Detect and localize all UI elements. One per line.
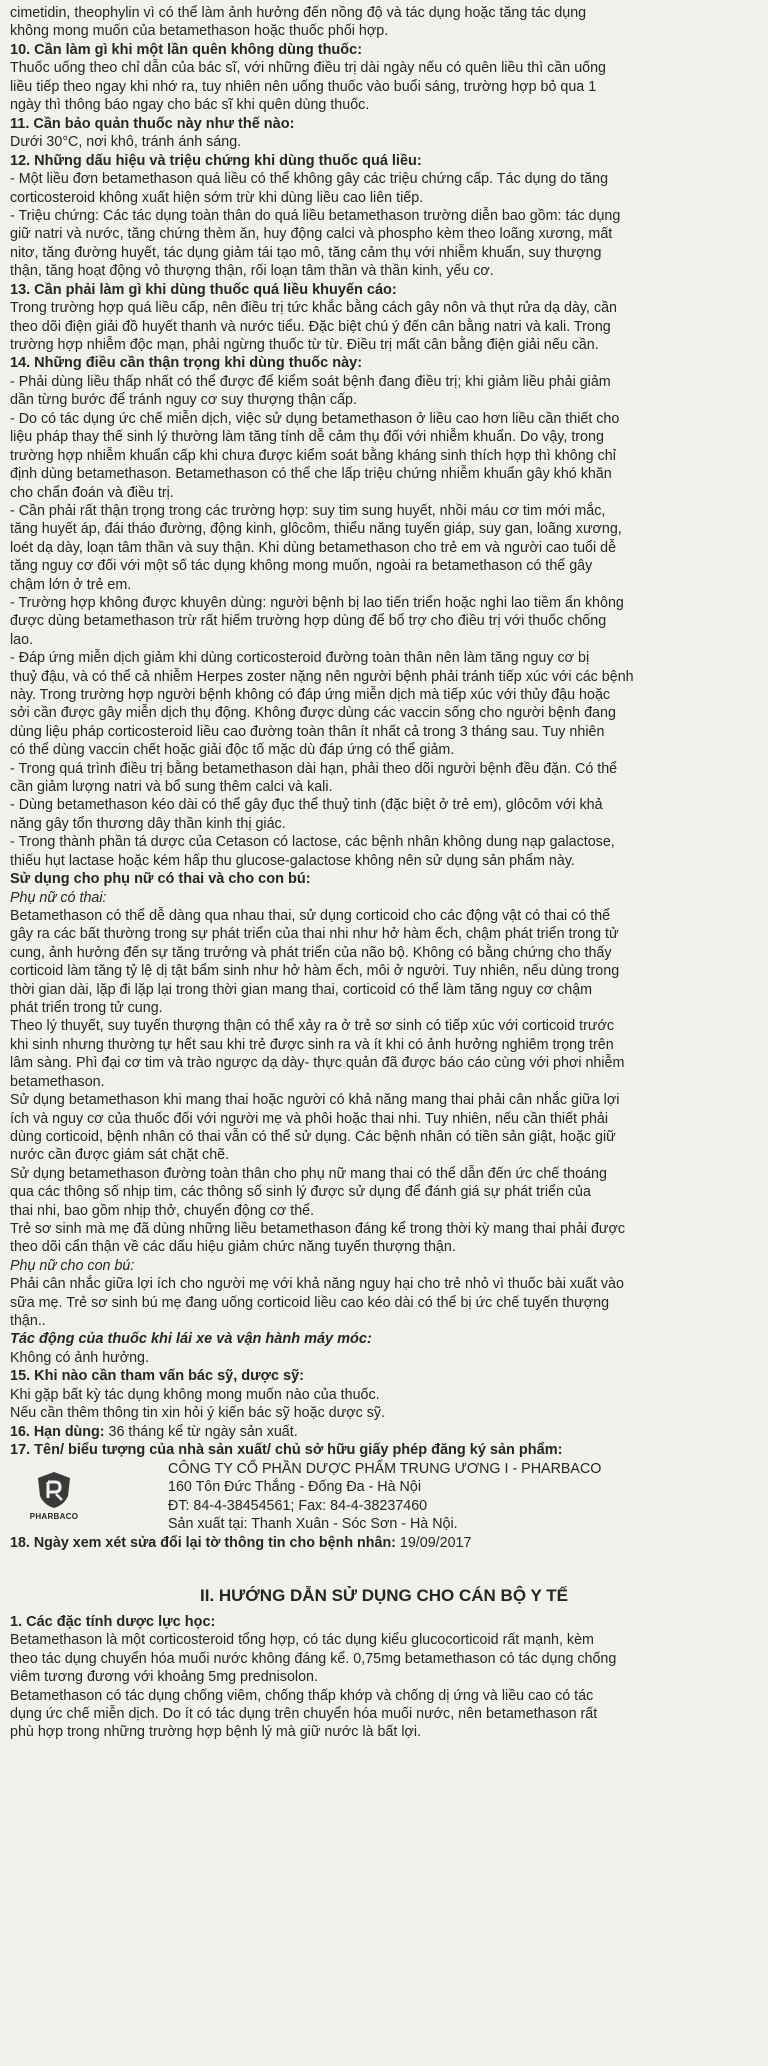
pregnancy-line: corticoid làm tăng tỷ lệ dị tật bẩm sinh như hở hàm ếch, môi ở người. Tuy nhiên, nếu dùng trong xyxy=(10,963,620,980)
precautions-line: lao. xyxy=(10,631,34,648)
precautions-line: thiếu hụt lactase hoặc kém hấp thu glucose-galactose không nên sử dụng sản phẩm này. xyxy=(10,852,575,869)
precautions-line: cần giảm lượng natri và bổ sung thêm calci và kali. xyxy=(10,779,333,795)
pregnancy-line: phát triển trong tử cung. xyxy=(10,1000,163,1017)
pregnancy-line: betamethason. xyxy=(10,1073,105,1090)
heading-manufacturer: 17. Tên/ biểu tượng của nhà sản xuất/ chủ sở hữu giấy phép đăng ký sản phẩm: xyxy=(10,1442,563,1459)
company-phone: ĐT: 84-4-38454561; Fax: 84-4-38237460 xyxy=(168,1497,428,1514)
pregnancy-line: theo dõi cẩn thận về các dấu hiệu giảm chức năng tuyến thượng thận. xyxy=(10,1239,456,1256)
consult-line: Khi gặp bất kỳ tác dụng không mong muốn nào của thuốc. xyxy=(10,1386,380,1403)
missed-dose-line: ngày thì thông báo ngay cho bác sĩ khi quên dùng thuốc. xyxy=(10,97,370,114)
precautions-line: tăng huyết áp, đái tháo đường, động kinh, glôcôm, thiểu năng tuyến giáp, suy gan, loãng xương, xyxy=(10,521,622,538)
pharbaco-shield-icon xyxy=(34,1470,74,1510)
revision-date xyxy=(10,1534,758,1552)
pregnancy-line: Theo lý thuyết, suy tuyến thượng thận có thể xảy ra ở trẻ sơ sinh có tiếp xúc với corticoid trước xyxy=(10,1018,615,1035)
pregnancy-line: dùng corticoid, bệnh nhân có thai vẫn có thể sử dụng. Các bệnh nhân có tiền sản giật, hoặc giữ xyxy=(10,1128,616,1145)
overdose-signs-line: nitơ, tăng đường huyết, tác dụng giảm tái tạo mô, tăng cảm thụ với nhiễm khuẩn, suy thượng xyxy=(10,244,602,261)
heading-pregnancy: Sử dụng cho phụ nữ có thai và cho con bú: xyxy=(10,871,311,888)
precautions-line: - Trường hợp không được khuyên dùng: người bệnh bị lao tiến triển hoặc nghi lao tiềm ẩn không xyxy=(10,594,624,611)
pregnancy-line: thời gian dài, lặp đi lặp lại trong thời gian mang thai, corticoid có thể làm tăng nguy cơ chậm xyxy=(10,981,593,998)
precautions-line: cho chẩn đoán và điều trị. xyxy=(10,484,174,501)
overdose-signs-line: corticosteroid không xuất hiện sớm trừ khi dùng liều cao liên tiếp. xyxy=(10,189,424,206)
pharmacodynamics-line: Betamethason có tác dụng chống viêm, chống thấp khớp và chống dị ứng và liều cao có tác xyxy=(10,1687,594,1704)
pharmacodynamics-line: Betamethason là một corticosteroid tổng hợp, có tác dụng kiểu glucocorticoid rất mạnh, kèm xyxy=(10,1632,594,1649)
precautions-line: có thể dùng vaccin chết hoặc giải độc tố mặc dù đáp ứng có thể giảm. xyxy=(10,742,455,759)
overdose-action-line: Trong trường hợp quá liều cấp, nên điều trị tức khắc bằng cách gây nôn và thụt rửa dạ dày, cần xyxy=(10,300,617,317)
precautions-line: thuỷ đậu, và có thể cả nhiễm Herpes zoster nặng nên người bệnh phải tránh tiếp xúc với các bệnh xyxy=(10,668,634,685)
precautions-line: tăng nguy cơ đối với một số tác dụng không mong muốn, ngoài ra betamethason có thể gây xyxy=(10,558,593,575)
pregnancy-line: nước cần được giám sát chặt chẽ. xyxy=(10,1147,230,1164)
storage-line: Dưới 30°C, nơi khô, tránh ánh sáng. xyxy=(10,134,242,151)
heading-storage: 11. Cần bảo quản thuốc này như thế nào: xyxy=(10,115,295,132)
precautions-line: - Đáp ứng miễn dịch giảm khi dùng corticosteroid đường toàn thân nên làm tăng nguy cơ bị xyxy=(10,650,590,667)
precautions-line: năng gây tổn thương dây thần kinh thị giác. xyxy=(10,815,286,832)
overdose-action-line: theo dõi điện giải đồ huyết thanh và nước tiểu. Đặc biệt chú ý đến cân bằng natri và kali. Trong xyxy=(10,318,611,335)
company-production-site: Sản xuất tại: Thanh Xuân - Sóc Sơn - Hà Nội. xyxy=(168,1516,458,1532)
heading-consult: 15. Khi nào cần tham vấn bác sỹ, dược sỹ: xyxy=(10,1368,304,1385)
pregnancy-line: Sử dụng betamethason đường toàn thân cho phụ nữ mang thai có thể dẫn đến ức chế thoáng xyxy=(10,1165,607,1182)
precautions-line: - Phải dùng liều thấp nhất có thể được để kiểm soát bệnh đang điều trị; khi giảm liều phải giảm xyxy=(10,374,611,391)
shelf-life-label: 16. Hạn dùng: xyxy=(10,1423,105,1440)
precautions-line: liệu pháp thay thế sinh lý thường làm tăng tính dễ cảm thụ đối với nhiễm khuẩn. Do vậy, trong xyxy=(10,429,604,446)
pregnancy-line: Trẻ sơ sinh mà mẹ đã dùng những liều betamethason đáng kể trong thời kỳ mang thai phải được xyxy=(10,1220,625,1237)
precautions-line: định dùng betamethason. Betamethason có thể che lấp triệu chứng nhiễm khuẩn gây khó khăn xyxy=(10,466,612,483)
pregnancy-line: lâm sàng. Phì đại cơ tim và trào ngược dạ dày- thực quản đã được báo cáo cùng với phơi nhiễm xyxy=(10,1055,625,1072)
pharbaco-logo xyxy=(10,1460,98,1521)
pregnancy-line: Betamethason có thể dễ dàng qua nhau thai, sử dụng corticoid cho các động vật có thai có thể xyxy=(10,908,611,925)
missed-dose-line: Thuốc uống theo chỉ dẫn của bác sĩ, với những điều trị dài ngày nếu có quên liều thì cần uống xyxy=(10,60,606,77)
revision-date-label: 18. Ngày xem xét sửa đổi lại tờ thông tin cho bệnh nhân: xyxy=(10,1535,396,1552)
heading-overdose-signs: 12. Những dấu hiệu và triệu chứng khi dùng thuốc quá liều: xyxy=(10,152,422,169)
company-lines xyxy=(98,1460,601,1534)
overdose-signs-line: - Triệu chứng: Các tác dụng toàn thân do quá liều betamethason trường diễn bao gồm: tác dụng xyxy=(10,208,621,225)
shelf-life-value: 36 tháng kể từ ngày sản xuất. xyxy=(104,1423,298,1440)
breastfeeding-line: Phải cân nhắc giữa lợi ích cho người mẹ với khả năng nguy hại cho trẻ nhỏ vì thuốc bài xuất vào xyxy=(10,1276,624,1293)
precautions-line: - Cần phải rất thận trọng trong các trường hợp: suy tim sung huyết, nhồi máu cơ tim mới mắc, xyxy=(10,502,606,519)
precautions-line: dùng liệu pháp corticosteroid liều cao đường toàn thân ít nhất cả trong 3 tháng sau. Tuy nhiên xyxy=(10,723,605,740)
logo-caption: PHARBACO xyxy=(29,1511,79,1521)
subheading-breastfeeding: Phụ nữ cho con bú: xyxy=(10,1257,135,1274)
pharmacodynamics-line: theo tác dụng chuyển hóa muối nước không đáng kể. 0,75mg betamethason có tác dụng chống xyxy=(10,1650,617,1667)
precautions-line: - Dùng betamethason kéo dài có thể gây đục thể thuỷ tinh (đặc biệt ở trẻ em), glôcôm với khả xyxy=(10,797,603,814)
company-name: CÔNG TY CỔ PHẦN DƯỢC PHẨM TRUNG ƯƠNG I - PHARBACO xyxy=(168,1460,602,1477)
consult-line: Nếu cần thêm thông tin xin hỏi ý kiến bác sỹ hoặc dược sỹ. xyxy=(10,1405,385,1422)
pregnancy-line: khi sinh nhưng thường tự hết sau khi trẻ được sinh ra và ít khi có ảnh hưởng nghiêm trọng trên xyxy=(10,1036,614,1053)
pregnancy-line: gây ra các bất thường trong sự phát triển của thai nhi như hở hàm ếch, chậm phát triển trong tử xyxy=(10,926,619,943)
precautions-line: - Do có tác dụng ức chế miễn dịch, việc sử dụng betamethason ở liều cao hơn liều cần thiết cho xyxy=(10,410,620,427)
section-2-title: II. HƯỚNG DẪN SỬ DỤNG CHO CÁN BỘ Y TẾ xyxy=(200,1585,568,1605)
pharmacodynamics-line: phù hợp trong những trường hợp bệnh lý mà giữ nước là bất lợi. xyxy=(10,1724,422,1741)
precautions-line: sởi cần được gây miễn dịch thụ động. Không được dùng các vaccin sống cho người bệnh đang xyxy=(10,705,616,722)
overdose-signs-line: thận, tăng hoạt động vỏ thượng thận, rối loạn tâm thần và thần kinh, yếu cơ. xyxy=(10,263,494,280)
overdose-action-line: trường hợp nhiễm độc mạn, phải ngừng thuốc từ từ. Điều trị mất cân bằng điện giải nếu cần. xyxy=(10,337,599,354)
precautions-line: chậm lớn ở trẻ em. xyxy=(10,576,132,593)
heading-precautions: 14. Những điều cần thận trọng khi dùng thuốc này: xyxy=(10,355,363,372)
missed-dose-line: liều tiếp theo ngay khi nhớ ra, tuy nhiên nên uống thuốc vào buổi sáng, trường hợp bỏ qua 1 xyxy=(10,78,597,95)
precautions-line: loét dạ dày, loạn tâm thần và suy thận. Khi dùng betamethason cho trẻ em và người cao tuổi dễ xyxy=(10,539,617,556)
revision-date-value: 19/09/2017 xyxy=(395,1535,472,1552)
precautions-line: - Trong thành phần tá dược của Cetason có lactose, các bệnh nhân không dung nạp galactose, xyxy=(10,834,615,851)
pregnancy-line: Sử dụng betamethason khi mang thai hoặc người có khả năng mang thai phải cân nhắc giữa lợi xyxy=(10,1092,620,1109)
precautions-line: này. Trong trường hợp người bệnh không có đáp ứng miễn dịch mà tiếp xúc với thủy đậu hoặc xyxy=(10,686,611,703)
company-address: 160 Tôn Đức Thắng - Đống Đa - Hà Nội xyxy=(168,1479,422,1496)
heading-missed-dose: 10. Cần làm gì khi một lần quên không dùng thuốc: xyxy=(10,41,363,58)
heading-overdose-action: 13. Cần phải làm gì khi dùng thuốc quá liều khuyến cáo: xyxy=(10,281,397,298)
shelf-life xyxy=(10,1423,758,1441)
intro-line: cimetidin, theophylin vì có thể làm ảnh hưởng đến nồng độ và tác dụng hoặc tăng tác dụng xyxy=(10,5,587,21)
pharmacodynamics-line: dụng ức chế miễn dịch. Do ít có tác dụng trên chuyển hóa muối nước, nên betamethason rất xyxy=(10,1706,598,1723)
overdose-signs-line: giữ natri và nước, tăng chứng thèm ăn, huy động calci và phospho kèm theo loãng xương, mất xyxy=(10,226,613,243)
pregnancy-line: qua các thông số nhịp tim, các thông số sinh lý được sử dụng để đánh giá sự phát triển của xyxy=(10,1184,591,1201)
manufacturer-block xyxy=(10,1460,758,1534)
pregnancy-line: cung, ảnh hưởng đến sự tăng trưởng và phát triển của não bộ. Không có bằng chứng cho thấy xyxy=(10,944,612,961)
pharmacodynamics-line: viêm tương đương với khoảng 5mg prednisolon. xyxy=(10,1669,318,1686)
heading-pharmacodynamics: 1. Các đặc tính dược lực học: xyxy=(10,1613,216,1630)
precautions-line: - Trong quá trình điều trị bằng betamethason dài hạn, phải theo dõi người bệnh đều đặn. Có thể xyxy=(10,760,618,777)
intro-line: không mong muốn của betamethason hoặc thuốc phối hợp. xyxy=(10,23,389,40)
pregnancy-line: thai nhi, bao gồm nhịp thở, chuyển động cơ thể. xyxy=(10,1202,315,1219)
driving-line: Không có ảnh hưởng. xyxy=(10,1349,149,1366)
precautions-line: trường hợp nhiễm khuẩn cấp khi chưa được kiểm soát bằng kháng sinh thích hợp thì không chỉ xyxy=(10,447,616,464)
breastfeeding-line: thận.. xyxy=(10,1312,46,1329)
overdose-signs-line: - Một liều đơn betamethason quá liều có thể không gây các triệu chứng cấp. Tác dụng do tăng xyxy=(10,171,609,188)
precautions-line: được dùng betamethason trừ rất hiếm trường hợp dùng để bổ trợ cho điều trị với thuốc chống xyxy=(10,613,607,630)
breastfeeding-line: sữa mẹ. Trẻ sơ sinh bú mẹ đang uống corticoid liều cao kéo dài có thể bị ức chế tuyến thượng xyxy=(10,1294,610,1311)
heading-driving: Tác động của thuốc khi lái xe và vận hành máy móc: xyxy=(10,1331,372,1348)
precautions-line: dần từng bước để tránh nguy cơ suy thượng thận cấp. xyxy=(10,392,357,409)
pregnancy-line: ích và nguy cơ của thuốc đối với người mẹ và phôi hoặc thai nhi. Tuy nhiên, nếu cần thiết phải xyxy=(10,1110,609,1127)
subheading-pregnant: Phụ nữ có thai: xyxy=(10,889,107,906)
